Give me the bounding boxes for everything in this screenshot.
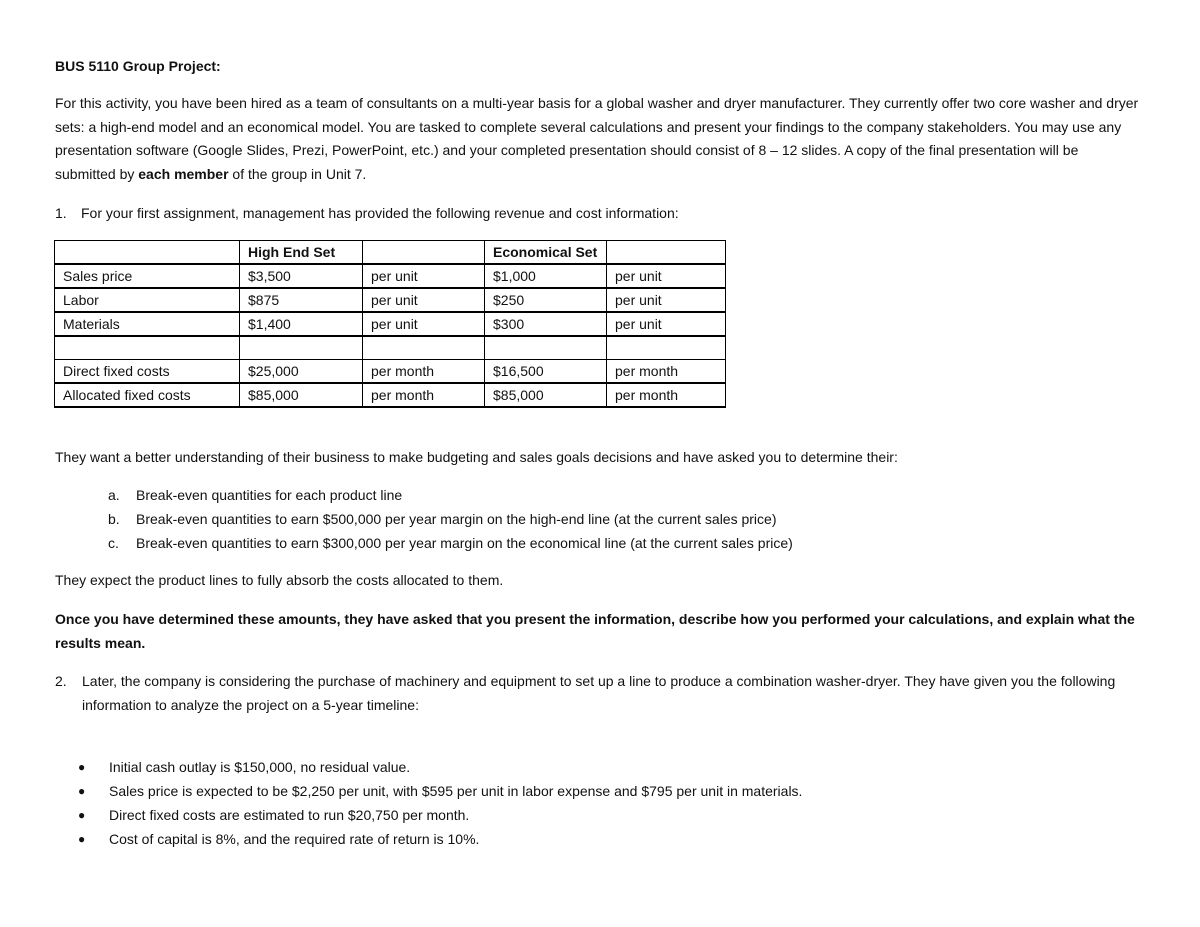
list-item (78, 804, 802, 828)
list-item-text: Break-even quantities to earn $500,000 per year margin on the high-end line (at the current sales price) (136, 511, 777, 527)
list-item (108, 484, 793, 508)
table-cell (363, 336, 485, 360)
table-cell: per unit (363, 288, 485, 312)
table-header-high-end: High End Set (240, 241, 363, 265)
question-2-text: Later, the company is considering the purchase of machinery and equipment to set up a line to produce a combination washer-dryer. They have given you the following information to analyze the project on a 5-year timeline: (82, 673, 1116, 713)
table-cell (363, 241, 485, 265)
list-item-text: Cost of capital is 8%, and the required rate of return is 10%. (109, 831, 480, 847)
table-cell: per month (607, 360, 726, 384)
table-cell: $85,000 (485, 383, 607, 407)
question-1-number: 1. (55, 205, 67, 221)
list-item-text: Direct fixed costs are estimated to run $20,750 per month. (109, 807, 470, 823)
table-cell (607, 336, 726, 360)
table-cell (240, 336, 363, 360)
table-cell: $300 (485, 312, 607, 336)
bullet-icon: ● (78, 760, 86, 774)
table-cell: per unit (607, 312, 726, 336)
table-cell: per month (363, 383, 485, 407)
list-item-text: Initial cash outlay is $150,000, no residual value. (109, 759, 411, 775)
list-item-text: Sales price is expected to be $2,250 per unit, with $595 per unit in labor expense and $795 per unit in materials. (109, 783, 803, 799)
intro-text: For this activity, you have been hired as a team of consultants on a multi-year basis for a global washer and dryer manufacturer. They currently offer two core washer and dryer sets: a high-end model and an economical model. You are tasked to complete several calculations and present your findings to the company stakeholders. You may use any presentation software (Google Slides, Prezi, PowerPoint, etc.) and your completed presentation should consist of 8 – 12 slides. A copy of the final presentation will be submitted by (55, 95, 1139, 182)
list-item (108, 532, 793, 556)
table-row (55, 360, 726, 384)
table-cell (607, 241, 726, 265)
list-item (78, 780, 802, 804)
table-cell: Direct fixed costs (55, 360, 240, 384)
table-cell: per unit (363, 264, 485, 288)
table-row (55, 312, 726, 336)
table-cell (55, 336, 240, 360)
bullet-icon: ● (78, 784, 86, 798)
table-header-economical: Economical Set (485, 241, 607, 265)
list-item (78, 756, 802, 780)
intro-paragraph (55, 92, 1140, 186)
table-cell: $1,400 (240, 312, 363, 336)
table-header-row (55, 241, 726, 265)
question-2-number: 2. (55, 673, 67, 689)
table-cell: $1,000 (485, 264, 607, 288)
once-paragraph: Once you have determined these amounts, they have asked that you present the information, describe how you performed your calculations, and explain what the results mean. (55, 611, 1135, 651)
question-1-text: For your first assignment, management has provided the following revenue and cost information: (81, 205, 679, 221)
question-2 (55, 670, 1140, 717)
table-row (55, 383, 726, 407)
table-cell: $250 (485, 288, 607, 312)
intro-text-end: of the group in Unit 7. (228, 165, 367, 182)
table-cell: Sales price (55, 264, 240, 288)
understanding-paragraph: They want a better understanding of their business to make budgeting and sales goals decisions and have asked you to determine their: (55, 449, 898, 465)
table-row (55, 288, 726, 312)
intro-bold-text: each member (138, 165, 229, 182)
table-cell: $25,000 (240, 360, 363, 384)
list-marker: b. (108, 511, 120, 527)
table-cell (485, 336, 607, 360)
list-item-text: Break-even quantities to earn $300,000 per year margin on the economical line (at the current sales price) (136, 535, 793, 551)
table-cell: per month (363, 360, 485, 384)
table-cell: Materials (55, 312, 240, 336)
list-item (108, 508, 793, 532)
list-item (78, 828, 802, 852)
table-cell: $875 (240, 288, 363, 312)
determine-list (108, 484, 793, 556)
absorb-paragraph: They expect the product lines to fully absorb the costs allocated to them. (55, 572, 504, 588)
table-cell: Labor (55, 288, 240, 312)
list-item-text: Break-even quantities for each product line (136, 487, 403, 503)
table-cell: per unit (363, 312, 485, 336)
list-marker: a. (108, 487, 120, 503)
bullet-icon: ● (78, 808, 86, 822)
table-cell: $16,500 (485, 360, 607, 384)
table-cell: per unit (607, 288, 726, 312)
question-1 (55, 202, 1140, 226)
table-row-spacer (55, 336, 726, 360)
table-cell: per month (607, 383, 726, 407)
list-marker: c. (108, 535, 119, 551)
project-info-list (78, 756, 802, 852)
table-cell (55, 241, 240, 265)
table-row (55, 264, 726, 288)
page-title: BUS 5110 Group Project: (55, 58, 221, 74)
table-cell: $85,000 (240, 383, 363, 407)
table-cell: per unit (607, 264, 726, 288)
table-cell: Allocated fixed costs (55, 383, 240, 407)
cost-table (54, 240, 726, 408)
table-cell: $3,500 (240, 264, 363, 288)
bullet-icon: ● (78, 832, 86, 846)
